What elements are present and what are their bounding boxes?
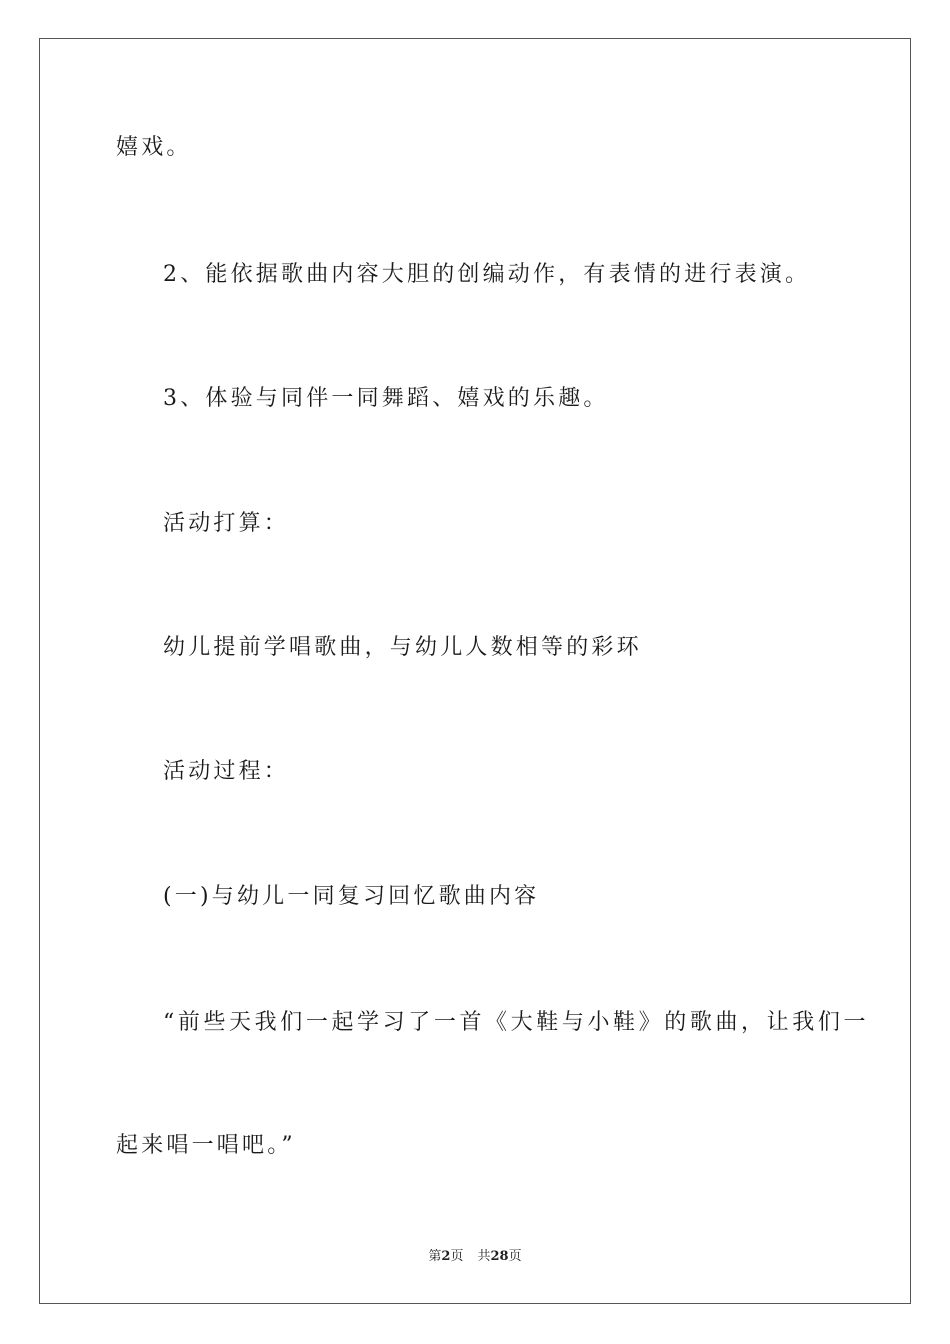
body-text-line: 嬉戏。 [116, 135, 192, 160]
total-suffix: 页 [508, 1249, 522, 1264]
quote-text-line-1: “前些天我们一起学习了一首《大鞋与小鞋》的歌曲，让我们一 [163, 1010, 870, 1035]
total-pages: 28 [490, 1249, 509, 1264]
objective-item-3: 3、体验与同伴一同舞蹈、嬉戏的乐趣。 [163, 386, 609, 411]
page-suffix: 页 [450, 1249, 464, 1264]
section-heading-process: 活动过程： [163, 759, 290, 784]
preparation-text: 幼儿提前学唱歌曲，与幼儿人数相等的彩环 [163, 635, 642, 660]
page-footer [0, 1249, 950, 1265]
page-border [39, 38, 911, 1304]
section-heading-preparation: 活动打算： [163, 511, 290, 536]
objective-item-2: 2、能依据歌曲内容大胆的创编动作，有表情的进行表演。 [163, 262, 811, 287]
process-step-1: (一)与幼儿一同复习回忆歌曲内容 [163, 884, 540, 909]
page-prefix: 第 [428, 1249, 442, 1264]
page-number: 2 [441, 1249, 451, 1264]
total-prefix: 共 [477, 1249, 491, 1264]
quote-text-line-2: 起来唱一唱吧。” [116, 1133, 296, 1158]
